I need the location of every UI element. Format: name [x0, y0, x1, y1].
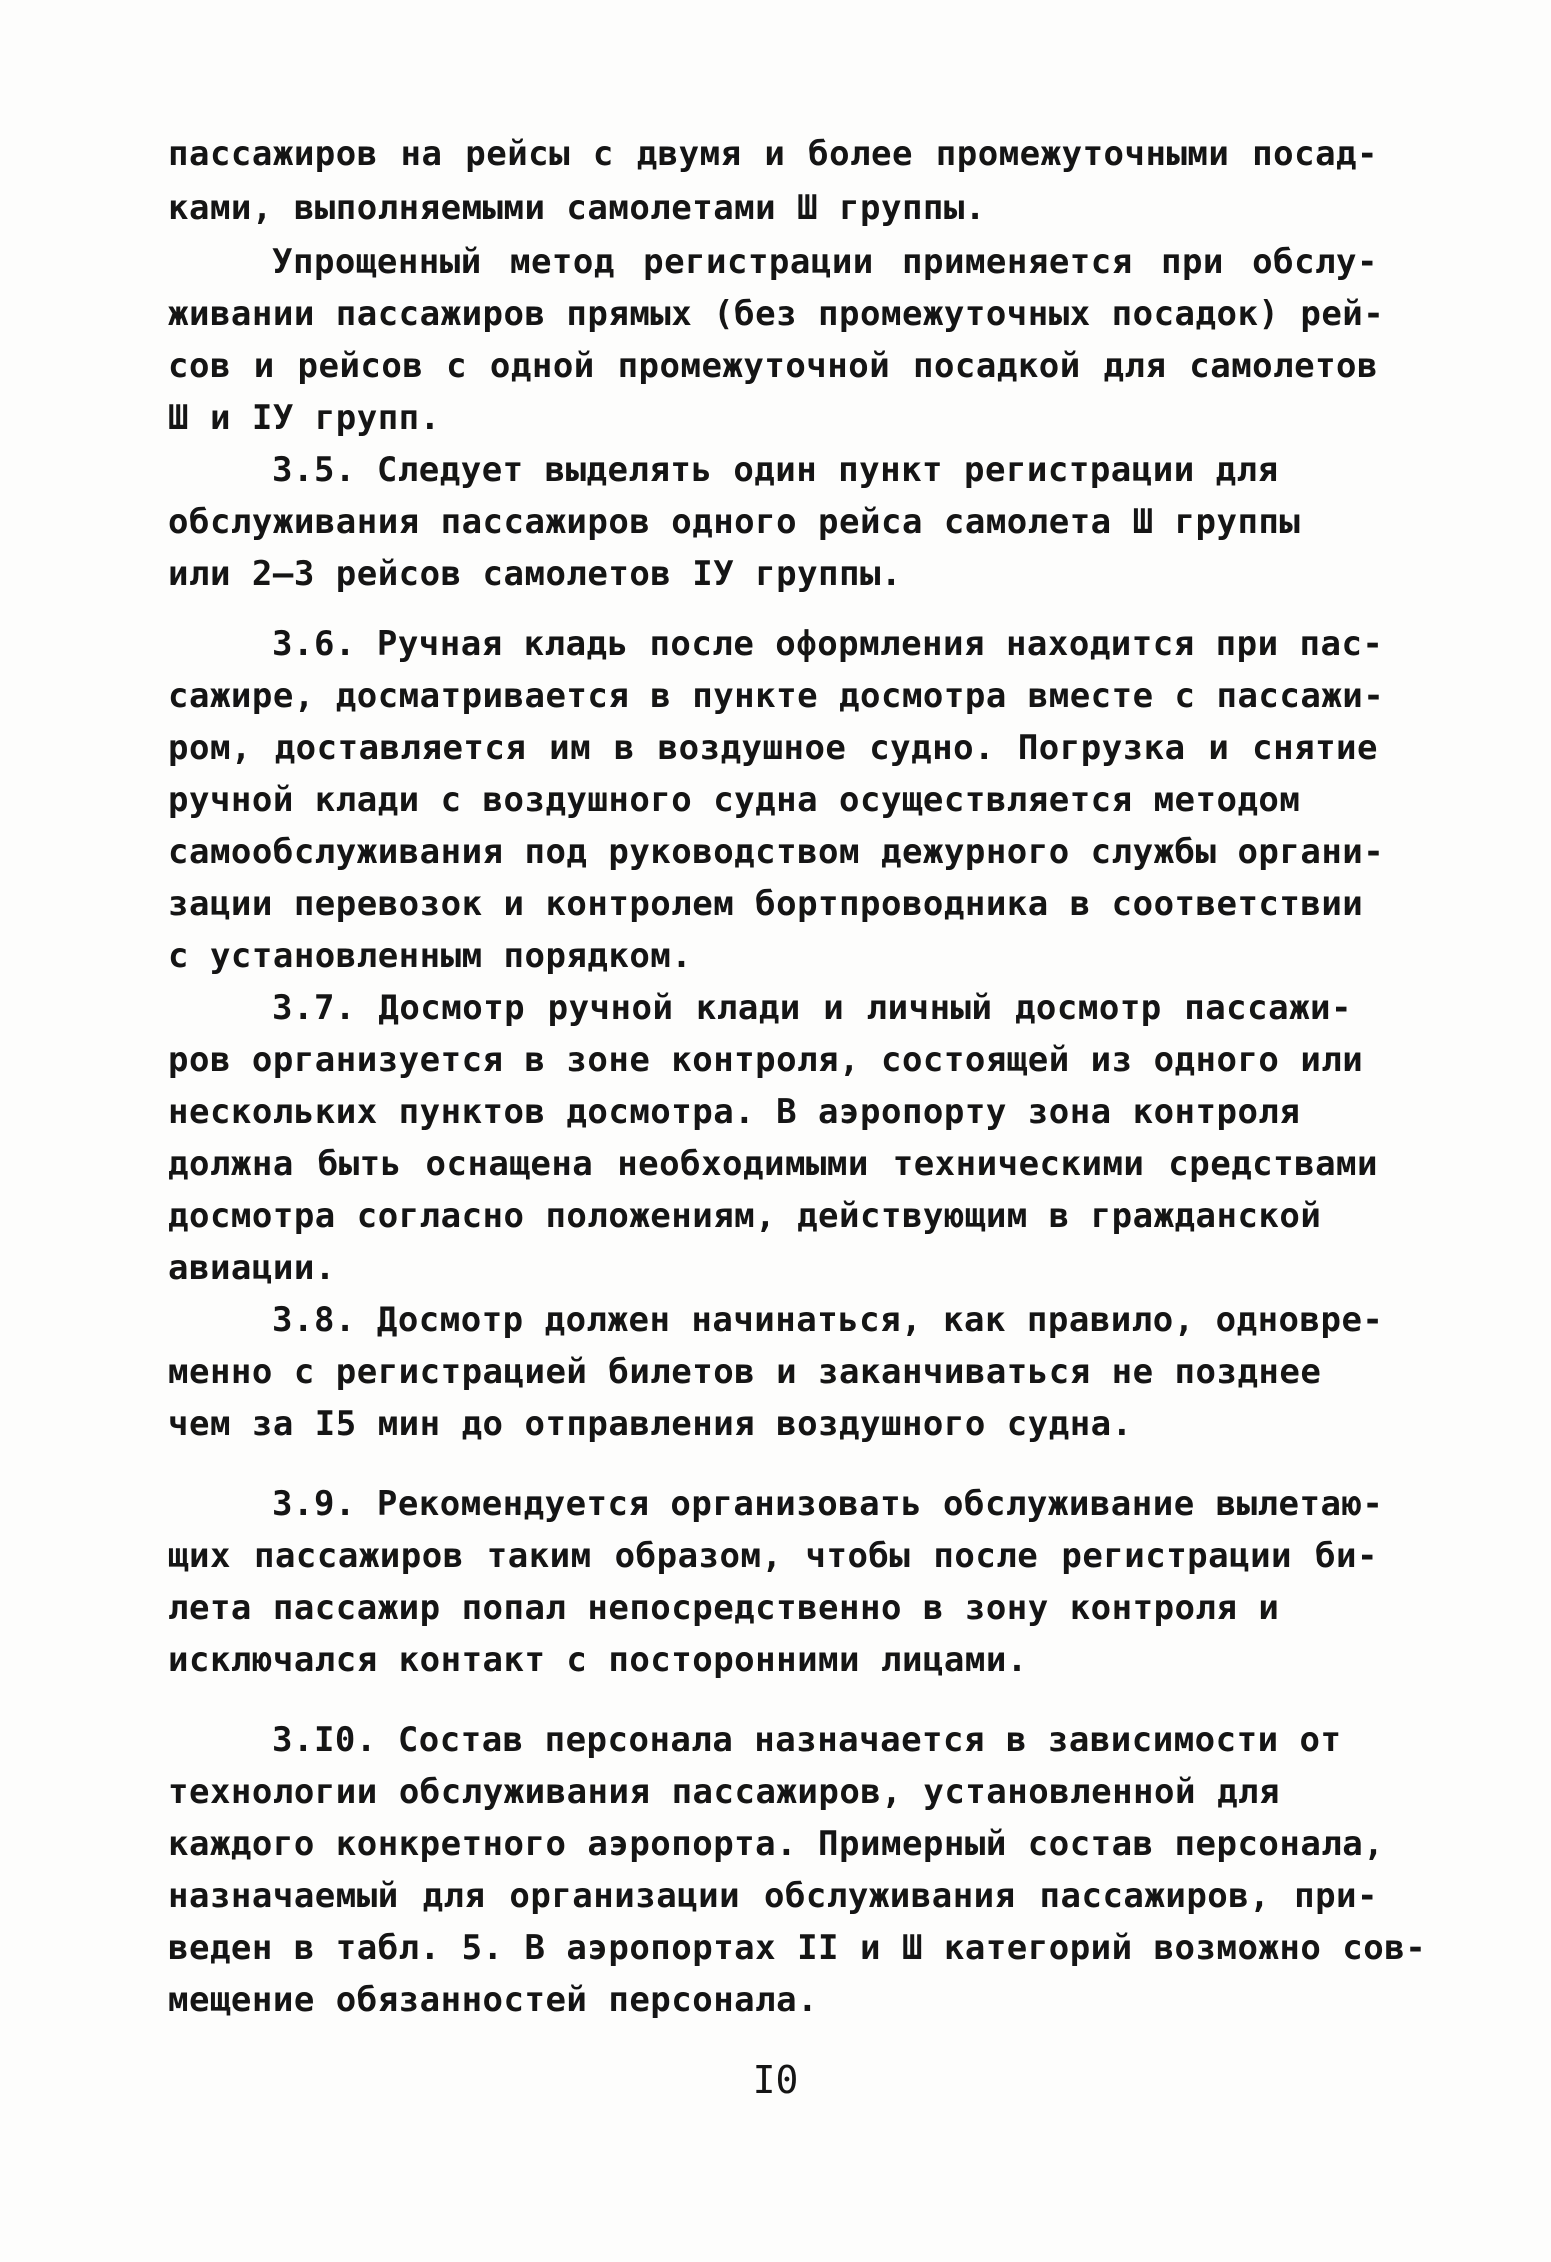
- text-line: ров организуется в зоне контроля, состоящей из одного или: [168, 1040, 1364, 1080]
- text-line: или 2–3 рейсов самолетов IУ группы.: [168, 554, 902, 594]
- text-line: веден в табл. 5. В аэропортах II и Ш категорий возможно сов-: [168, 1928, 1427, 1968]
- text-line: самообслуживания под руководством дежурного службы органи-: [168, 832, 1385, 872]
- text-line: исключался контакт с посторонними лицами.: [168, 1640, 1028, 1680]
- text-line: 3.5. Следует выделять один пункт регистрации для: [272, 450, 1279, 490]
- text-line: лета пассажир попал непосредственно в зону контроля и: [168, 1588, 1280, 1628]
- text-line: должна быть оснащена необходимыми техническими средствами: [168, 1144, 1378, 1184]
- text-line: нескольких пунктов досмотра. В аэропорту зона контроля: [168, 1092, 1301, 1132]
- text-line: обслуживания пассажиров одного рейса самолета Ш группы: [168, 502, 1301, 542]
- text-line: пассажиров на рейсы с двумя и более промежуточными посад-: [168, 134, 1378, 174]
- text-line: с установленным порядком.: [168, 936, 693, 976]
- text-line: 3.I0. Состав персонала назначается в зависимости от: [272, 1720, 1342, 1760]
- text-line: зации перевозок и контролем бортпроводника в соответствии: [168, 884, 1364, 924]
- text-line: мещение обязанностей персонала.: [168, 1980, 819, 2020]
- text-line: сов и рейсов с одной промежуточной посадкой для самолетов: [168, 346, 1378, 386]
- text-line: сажире, досматривается в пункте досмотра вместе с пассажи-: [168, 676, 1385, 716]
- text-line: чем за I5 мин до отправления воздушного судна.: [168, 1404, 1133, 1444]
- text-line: авиации.: [168, 1248, 336, 1288]
- text-line: ром, доставляется им в воздушное судно. Погрузка и снятие: [168, 728, 1378, 768]
- text-line: живании пассажиров прямых (без промежуточных посадок) рей-: [168, 294, 1385, 334]
- text-line: Упрощенный метод регистрации применяется при обслу-: [272, 242, 1378, 282]
- text-line: ками, выполняемыми самолетами Ш группы.: [168, 188, 986, 228]
- text-line: щих пассажиров таким образом, чтобы после регистрации би-: [168, 1536, 1378, 1576]
- page-number: I0: [752, 2058, 799, 2102]
- text-line: технологии обслуживания пассажиров, установленной для: [168, 1772, 1280, 1812]
- text-line: 3.7. Досмотр ручной клади и личный досмотр пассажи-: [272, 988, 1352, 1028]
- text-line: менно с регистрацией билетов и заканчиваться не позднее: [168, 1352, 1322, 1392]
- text-line: 3.6. Ручная кладь после оформления находится при пас-: [272, 624, 1384, 664]
- text-line: 3.8. Досмотр должен начинаться, как правило, одновре-: [272, 1300, 1384, 1340]
- text-line: 3.9. Рекомендуется организовать обслуживание вылетаю-: [272, 1484, 1384, 1524]
- text-line: ручной клади с воздушного судна осуществляется методом: [168, 780, 1301, 820]
- text-line: досмотра согласно положениям, действующим в гражданской: [168, 1196, 1322, 1236]
- text-line: назначаемый для организации обслуживания пассажиров, при-: [168, 1876, 1378, 1916]
- text-line: Ш и IУ групп.: [168, 398, 441, 438]
- text-line: каждого конкретного аэропорта. Примерный состав персонала,: [168, 1824, 1385, 1864]
